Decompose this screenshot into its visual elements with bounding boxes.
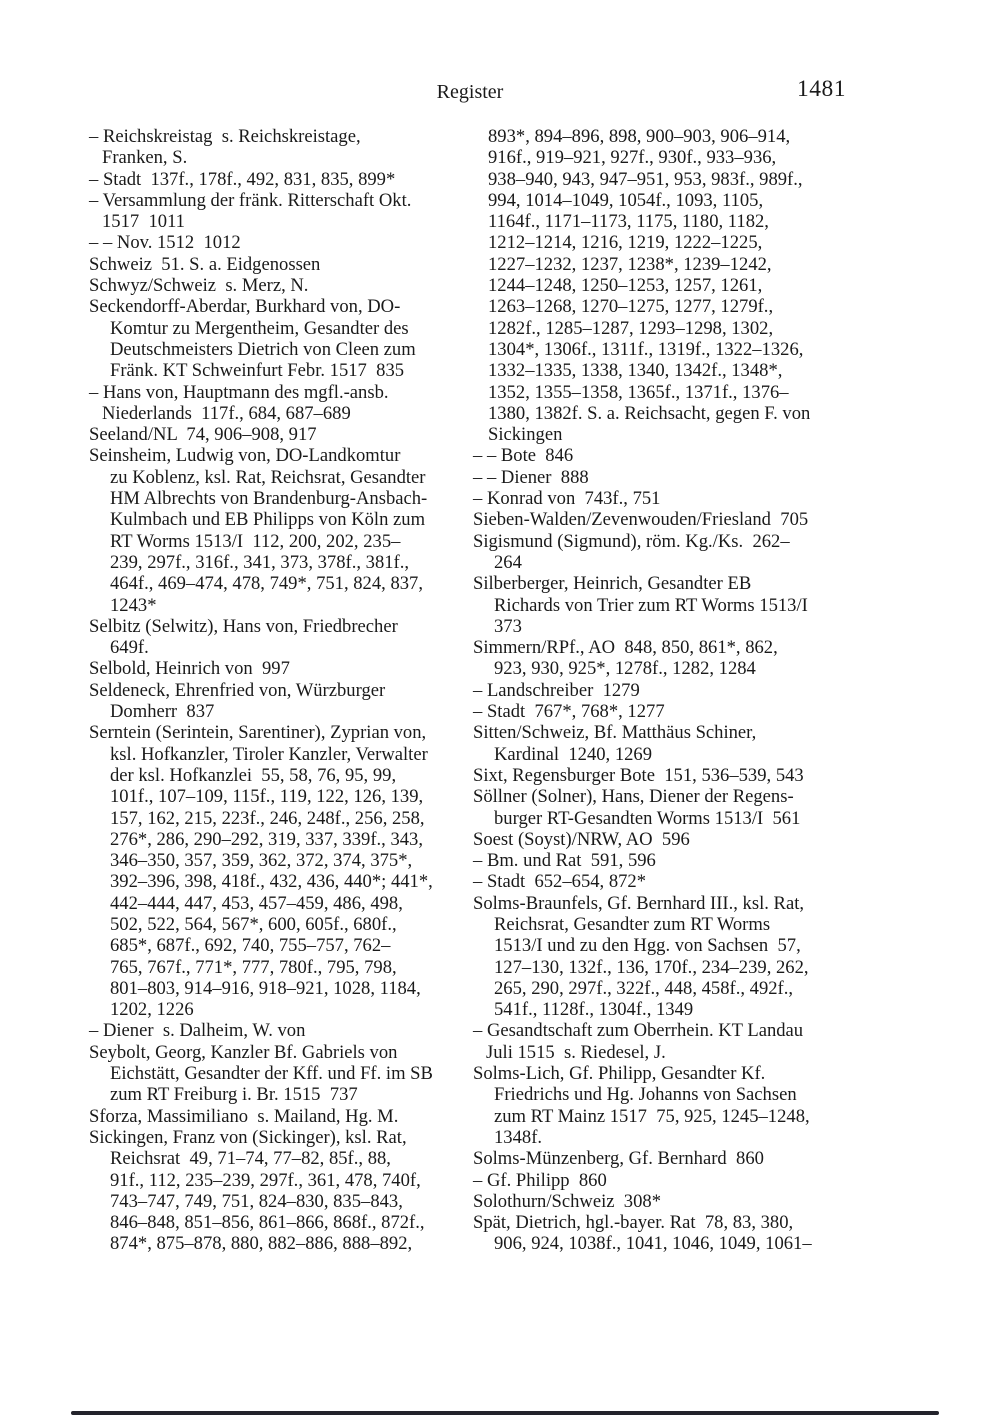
index-entry xyxy=(89,1042,471,1106)
index-entry-line: Seckendorff-Aberdar, Burkhard von, DO- xyxy=(89,296,401,318)
index-entry-line: Sickingen, Franz von (Sickinger), ksl. Rat, xyxy=(89,1126,407,1148)
index-entry-line: 346–350, 357, 359, 362, 372, 374, 375*, xyxy=(110,850,413,872)
index-entry xyxy=(89,722,471,1020)
index-entry-line: Selbold, Heinrich von 997 xyxy=(89,658,290,680)
index-entry-line: – Hans von, Hauptmann des mgfl.-ansb. xyxy=(89,381,389,403)
index-entry-line: 464f., 469–474, 478, 749*, 751, 824, 837, xyxy=(110,573,423,595)
index-entry-line: 1244–1248, 1250–1253, 1257, 1261, xyxy=(488,275,763,297)
index-entry-line: Domherr 837 xyxy=(110,701,215,723)
index-entry-line: Selbitz (Selwitz), Hans von, Friedbrecher xyxy=(89,615,398,637)
index-entry-line: 743–747, 749, 751, 824–830, 835–843, xyxy=(110,1190,403,1212)
index-entry-line: – Versammlung der fränk. Ritterschaft Okt. xyxy=(89,189,412,211)
index-entry-line: Sitten/Schweiz, Bf. Matthäus Schiner, xyxy=(473,722,757,744)
page-number: 1481 xyxy=(797,76,846,102)
index-entry-line: 127–130, 132f., 136, 170f., 234–239, 262, xyxy=(494,956,809,978)
index-entry xyxy=(473,573,859,637)
index-entry-line: 264 xyxy=(494,551,522,573)
index-entry-line: Schweiz 51. S. a. Eidgenossen xyxy=(89,253,321,275)
index-entry-line: 846–848, 851–856, 861–866, 868f., 872f., xyxy=(110,1212,425,1234)
index-entry-line: zum RT Freiburg i. Br. 1515 737 xyxy=(110,1084,358,1106)
index-entry xyxy=(473,467,859,488)
index-entry-line: 916f., 919–921, 927f., 930f., 933–936, xyxy=(488,147,777,169)
index-entry xyxy=(473,1212,859,1255)
index-entry-line: – – Bote 846 xyxy=(473,445,574,467)
index-column-right xyxy=(473,126,859,1255)
index-entry-line: – Gesandtschaft zum Oberrhein. KT Landau xyxy=(473,1020,804,1042)
index-entry-line: 1227–1232, 1237, 1238*, 1239–1242, xyxy=(488,253,772,275)
index-entry xyxy=(473,829,859,850)
index-entry-line: Reichsrat, Gesandter zum RT Worms xyxy=(494,913,771,935)
index-entry-line: 801–803, 914–916, 918–921, 1028, 1184, xyxy=(110,977,421,999)
index-entry-line: Sickingen xyxy=(488,424,563,446)
index-entry-line: – Bm. und Rat 591, 596 xyxy=(473,850,656,872)
index-entry-line: Seeland/NL 74, 906–908, 917 xyxy=(89,424,317,446)
index-entry xyxy=(473,531,859,574)
index-entry-line: 938–940, 943, 947–951, 953, 983f., 989f., xyxy=(488,168,803,190)
index-entry-line: 1164f., 1171–1173, 1175, 1180, 1182, xyxy=(488,211,769,233)
index-entry-line: 923, 930, 925*, 1278f., 1282, 1284 xyxy=(494,658,756,680)
page-bottom-scan-line xyxy=(71,1411,939,1415)
index-entry-line: Simmern/RPf., AO 848, 850, 861*, 862, xyxy=(473,637,778,659)
index-entry xyxy=(473,786,859,829)
index-entry-line: Kardinal 1240, 1269 xyxy=(494,743,653,765)
index-entry-line: Kulmbach und EB Philipps von Köln zum xyxy=(110,509,426,531)
index-entry xyxy=(473,850,859,871)
index-entry xyxy=(89,424,471,445)
index-entry-line: Sigismund (Sigmund), röm. Kg./Ks. 262– xyxy=(473,530,790,552)
index-entry-line: – – Diener 888 xyxy=(473,466,589,488)
index-entry xyxy=(473,488,859,509)
index-entry xyxy=(89,658,471,679)
index-entry xyxy=(89,382,471,425)
index-entry-line: zum RT Mainz 1517 75, 925, 1245–1248, xyxy=(494,1105,810,1127)
index-entry-line: 906, 924, 1038f., 1041, 1046, 1049, 1061– xyxy=(494,1233,812,1255)
index-entry-line: Komtur zu Mergentheim, Gesandter des xyxy=(110,317,409,339)
index-entry-line: Franken, S. xyxy=(102,147,188,169)
index-entry-line: – Stadt 652–654, 872* xyxy=(473,871,647,893)
index-entry-line: Seybolt, Georg, Kanzler Bf. Gabriels von xyxy=(89,1041,398,1063)
index-entry-line: 541f., 1128f., 1304f., 1349 xyxy=(494,999,694,1021)
index-entry-line: Söllner (Solner), Hans, Diener der Regens- xyxy=(473,786,794,808)
index-entry xyxy=(473,509,859,530)
index-entry-line: 442–444, 447, 453, 457–459, 486, 498, xyxy=(110,892,403,914)
index-entry-line: – Gf. Philipp 860 xyxy=(473,1169,607,1191)
index-entry-line: der ksl. Hofkanzlei 55, 58, 76, 95, 99, xyxy=(110,764,397,786)
index-entry-line: – Konrad von 743f., 751 xyxy=(473,488,661,510)
index-entry xyxy=(473,765,859,786)
index-entry xyxy=(89,680,471,723)
index-entry-line: Spät, Dietrich, hgl.-bayer. Rat 78, 83, 380, xyxy=(473,1212,794,1234)
index-entry-line: Eichstätt, Gesandter der Kff. und Ff. im SB xyxy=(110,1063,433,1085)
index-entry-line: – Stadt 137f., 178f., 492, 831, 835, 899* xyxy=(89,168,396,190)
index-entry-line: RT Worms 1513/I 112, 200, 202, 235– xyxy=(110,530,401,552)
index-entry-line: HM Albrechts von Brandenburg-Ansbach- xyxy=(110,488,428,510)
index-entry xyxy=(89,1127,471,1255)
index-entry-line: 1304*, 1306f., 1311f., 1319f., 1322–1326, xyxy=(488,338,804,360)
index-entry-line: 265, 290, 297f., 322f., 448, 458f., 492f., xyxy=(494,977,794,999)
index-entry-line: 392–396, 398, 418f., 432, 436, 440*; 441*, xyxy=(110,871,433,893)
index-entry-line: Juli 1515 s. Riedesel, J. xyxy=(486,1041,666,1063)
index-entry-line: Niederlands 117f., 684, 687–689 xyxy=(102,402,351,424)
index-entry xyxy=(473,1191,859,1212)
index-entry-line: 1517 1011 xyxy=(102,211,185,233)
index-entry-line: Soest (Soyst)/NRW, AO 596 xyxy=(473,828,690,850)
index-entry-line: Silberberger, Heinrich, Gesandter EB xyxy=(473,573,752,595)
index-entry-line: Sixt, Regensburger Bote 151, 536–539, 543 xyxy=(473,764,804,786)
index-entry xyxy=(473,1148,859,1169)
index-entry-line: 502, 522, 564, 567*, 600, 605f., 680f., xyxy=(110,913,397,935)
index-entry-line: 1263–1268, 1270–1275, 1277, 1279f., xyxy=(488,296,774,318)
index-entry-line: ksl. Hofkanzler, Tiroler Kanzler, Verwalter xyxy=(110,743,428,765)
index-entry xyxy=(473,680,859,701)
index-entry-line: 994, 1014–1049, 1054f., 1093, 1105, xyxy=(488,189,764,211)
index-entry-line: Sieben-Walden/Zevenwouden/Friesland 705 xyxy=(473,509,809,531)
index-entry-line: – Landschreiber 1279 xyxy=(473,679,640,701)
index-entry-line: – – Nov. 1512 1012 xyxy=(89,232,241,254)
index-entry-line: 1243* xyxy=(110,594,157,616)
index-entry xyxy=(89,126,471,169)
index-entry-line: – Stadt 767*, 768*, 1277 xyxy=(473,701,665,723)
index-entry xyxy=(473,722,859,765)
index-entry-line: 373 xyxy=(494,615,522,637)
index-entry-line: 1352, 1355–1358, 1365f., 1371f., 1376– xyxy=(488,381,789,403)
index-entry-line: Solms-Braunfels, Gf. Bernhard III., ksl. Rat, xyxy=(473,892,805,914)
index-entry-line: Reichsrat 49, 71–74, 77–82, 85f., 88, xyxy=(110,1148,391,1170)
index-entry-line: 1202, 1226 xyxy=(110,999,194,1021)
index-entry xyxy=(473,126,859,445)
index-entry-line: Solms-Münzenberg, Gf. Bernhard 860 xyxy=(473,1148,764,1170)
index-entry-line: Seinsheim, Ludwig von, DO-Landkomtur xyxy=(89,445,401,467)
index-entry-line: Richards von Trier zum RT Worms 1513/I xyxy=(494,594,808,616)
index-entry-line: burger RT-Gesandten Worms 1513/I 561 xyxy=(494,807,801,829)
index-entry-line: Fränk. KT Schweinfurt Febr. 1517 835 xyxy=(110,360,405,382)
index-entry xyxy=(473,871,859,892)
index-entry xyxy=(473,1020,859,1063)
index-entry xyxy=(473,1063,859,1148)
index-entry-line: 1380, 1382f. S. a. Reichsacht, gegen F. von xyxy=(488,402,811,424)
index-entry-line: – Diener s. Dalheim, W. von xyxy=(89,1020,306,1042)
index-column-left xyxy=(89,126,471,1255)
index-entry-line: 1513/I und zu den Hgg. von Sachsen 57, xyxy=(494,935,801,957)
index-entry-line: 874*, 875–878, 880, 882–886, 888–892, xyxy=(110,1233,413,1255)
index-entry xyxy=(89,616,471,659)
index-entry xyxy=(89,190,471,233)
index-entry xyxy=(89,1106,471,1127)
index-entry xyxy=(89,254,471,275)
index-entry xyxy=(89,445,471,615)
index-entry-line: Schwyz/Schweiz s. Merz, N. xyxy=(89,275,309,297)
index-entry xyxy=(473,445,859,466)
index-entry-line: 1348f. xyxy=(494,1126,543,1148)
index-entry-line: 276*, 286, 290–292, 319, 337, 339f., 343, xyxy=(110,828,423,850)
index-entry xyxy=(473,701,859,722)
index-entry xyxy=(89,169,471,190)
index-entry-line: 101f., 107–109, 115f., 119, 122, 126, 139, xyxy=(110,786,424,808)
index-entry-line: 649f. xyxy=(110,637,149,659)
index-entry xyxy=(89,296,471,381)
index-entry-line: Serntein (Serintein, Sarentiner), Zyprian von, xyxy=(89,722,427,744)
running-head-title: Register xyxy=(436,81,504,103)
index-entry-line: Deutschmeisters Dietrich von Cleen zum xyxy=(110,338,416,360)
index-entry-line: Solothurn/Schweiz 308* xyxy=(473,1190,661,1212)
index-entry xyxy=(89,1020,471,1041)
index-entry-line: Sforza, Massimiliano s. Mailand, Hg. M. xyxy=(89,1105,399,1127)
index-entry-line: 157, 162, 215, 223f., 246, 248f., 256, 258, xyxy=(110,807,425,829)
index-entry xyxy=(473,637,859,680)
index-entry-line: zu Koblenz, ksl. Rat, Reichsrat, Gesandter xyxy=(110,466,426,488)
index-entry-line: – Reichskreistag s. Reichskreistage, xyxy=(89,126,361,147)
index-entry-line: Friedrichs und Hg. Johanns von Sachsen xyxy=(494,1084,797,1106)
index-entry xyxy=(89,275,471,296)
index-entry-line: 91f., 112, 235–239, 297f., 361, 478, 740f, xyxy=(110,1169,421,1191)
index-entry-line: 239, 297f., 316f., 341, 373, 378f., 381f., xyxy=(110,551,410,573)
index-entry-line: Seldeneck, Ehrenfried von, Würzburger xyxy=(89,679,386,701)
index-entry-line: Solms-Lich, Gf. Philipp, Gesandter Kf. xyxy=(473,1063,766,1085)
index-entry xyxy=(473,893,859,1021)
index-entry-line: 893*, 894–896, 898, 900–903, 906–914, xyxy=(488,126,791,147)
index-entry-line: 765, 767f., 771*, 777, 780f., 795, 798, xyxy=(110,956,397,978)
index-entry xyxy=(89,232,471,253)
index-entry-line: 1212–1214, 1216, 1219, 1222–1225, xyxy=(488,232,763,254)
index-entry xyxy=(473,1170,859,1191)
index-entry-line: 1282f., 1285–1287, 1293–1298, 1302, xyxy=(488,317,774,339)
index-entry-line: 1332–1335, 1338, 1340, 1342f., 1348*, xyxy=(488,360,783,382)
index-entry-line: 685*, 687f., 692, 740, 755–757, 762– xyxy=(110,935,391,957)
